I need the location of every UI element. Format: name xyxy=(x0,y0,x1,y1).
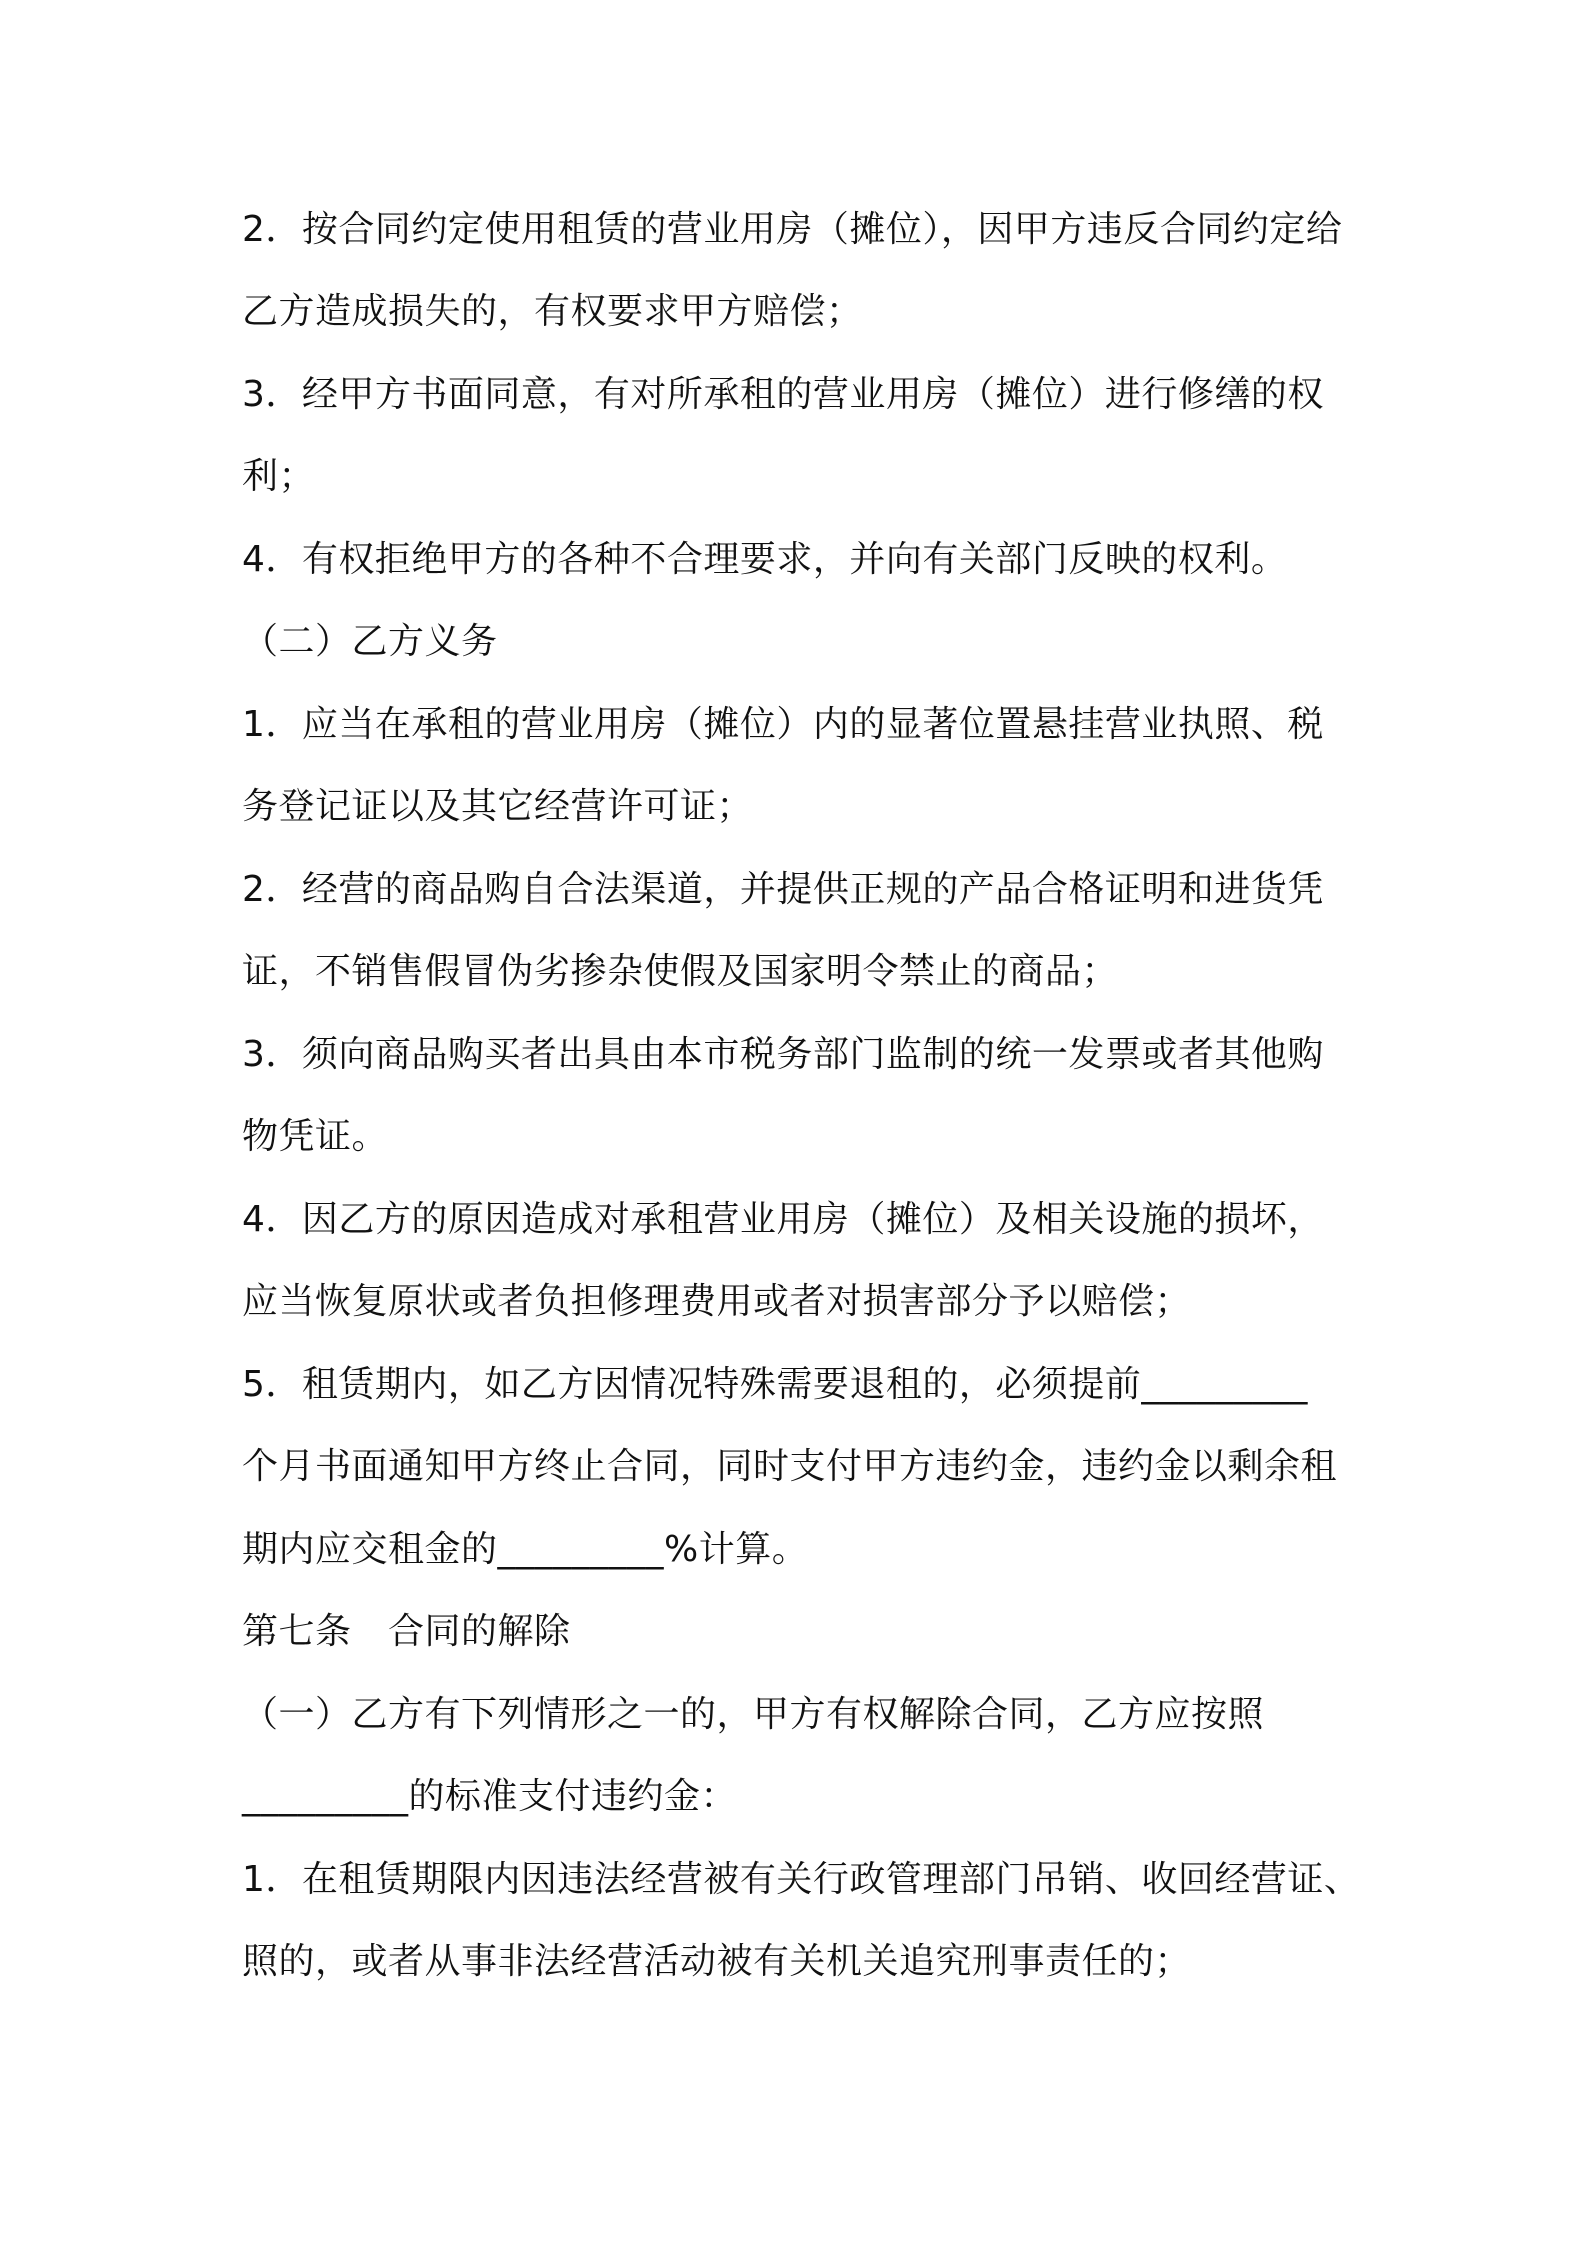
text-line: 3．须向商品购买者出具由本市税务部门监制的统一发票或者其他购 xyxy=(242,1034,1324,1075)
text-line: 期内应交租金的_________%计算。 xyxy=(242,1529,809,1570)
text-line: 2．按合同约定使用租赁的营业用房（摊位），因甲方违反合同约定给 xyxy=(242,209,1343,250)
text-line: 应当恢复原状或者负担修理费用或者对损害部分予以赔偿； xyxy=(242,1281,1192,1322)
text-line: 个月书面通知甲方终止合同，同时支付甲方违约金，违约金以剩余租 xyxy=(242,1446,1338,1487)
text-line: 2．经营的商品购自合法渠道，并提供正规的产品合格证明和进货凭 xyxy=(242,869,1324,910)
text-line: 5．租赁期内，如乙方因情况特殊需要退租的，必须提前_________ xyxy=(242,1364,1308,1405)
text-line: （一）乙方有下列情形之一的，甲方有权解除合同，乙方应按照 xyxy=(242,1694,1265,1735)
text-line: 物凭证。 xyxy=(242,1116,389,1157)
text-line: 利； xyxy=(242,456,316,497)
text-line: 乙方造成损失的，有权要求甲方赔偿； xyxy=(242,291,863,332)
text-line: 1．应当在承租的营业用房（摊位）内的显著位置悬挂营业执照、税 xyxy=(242,704,1324,745)
text-line: 照的，或者从事非法经营活动被有关机关追究刑事责任的； xyxy=(242,1941,1192,1982)
section-heading: （二）乙方义务 xyxy=(242,621,498,662)
text-line: 1．在租赁期限内因违法经营被有关行政管理部门吊销、收回经营证、 xyxy=(242,1859,1361,1900)
text-line: 3．经甲方书面同意，有对所承租的营业用房（摊位）进行修缮的权 xyxy=(242,374,1324,415)
text-line: 4．因乙方的原因造成对承租营业用房（摊位）及相关设施的损坏， xyxy=(242,1199,1324,1240)
text-line: 4．有权拒绝甲方的各种不合理要求，并向有关部门反映的权利。 xyxy=(242,539,1288,580)
text-line: 务登记证以及其它经营许可证； xyxy=(242,786,754,827)
article-heading: 第七条 合同的解除 xyxy=(242,1611,571,1652)
text-line: _________的标准支付违约金： xyxy=(242,1776,738,1817)
text-line: 证，不销售假冒伪劣掺杂使假及国家明令禁止的商品； xyxy=(242,951,1119,992)
